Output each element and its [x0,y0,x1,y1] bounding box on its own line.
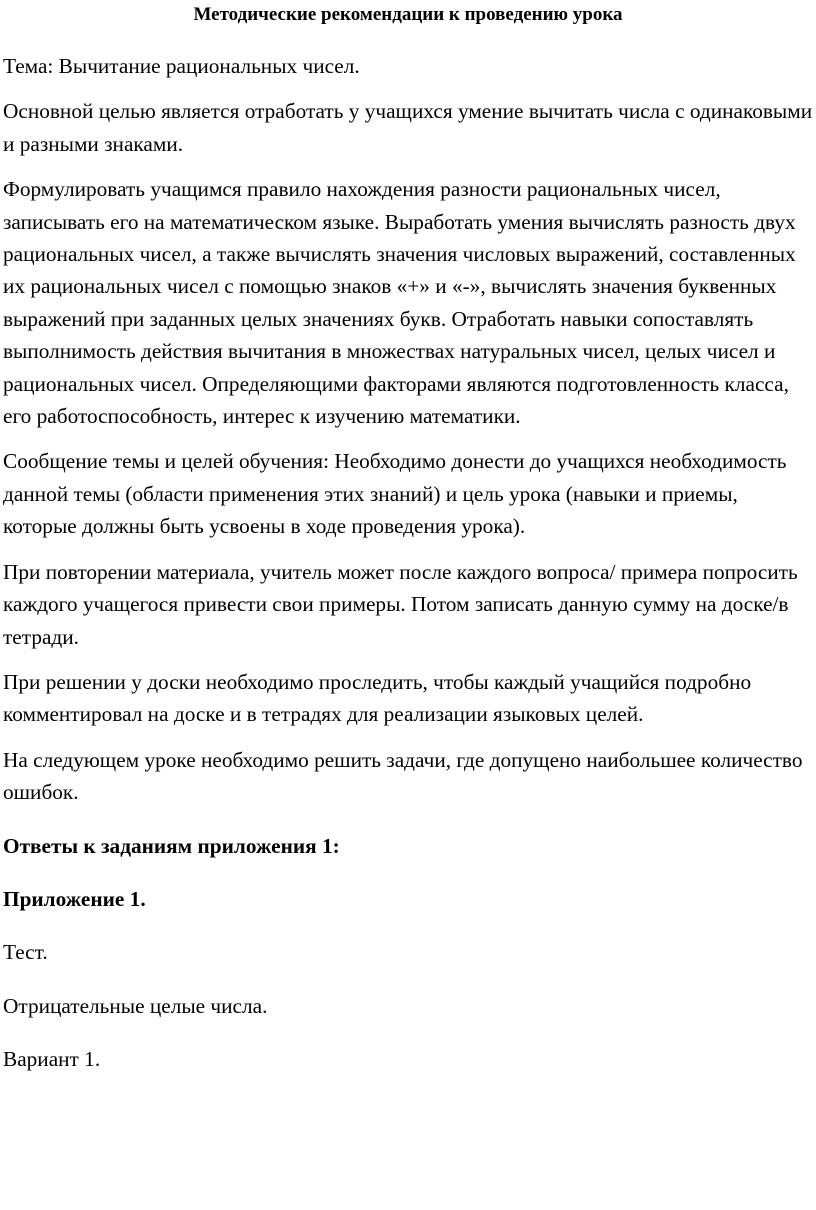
paragraph-board: При решении у доски необходимо проследить, чтобы каждый учащийся подробно комментировал на доске и в тетрадях для реализации языковых целей. [3,669,752,727]
document-title: Методические рекомендации к проведению урока [193,4,623,25]
paragraph-repetition: При повторении материала, учитель может после каждого вопроса/ примера попросить каждого учащегося привести свои примеры. Потом записать данную сумму на доске/в тетради. [3,559,798,649]
paragraph-goal: Основной целью является отработать у учащихся умение вычитать числа с одинаковыми и разными знаками. [3,99,813,156]
paragraph-topic: Тема: Вычитание рациональных чисел. [3,54,360,78]
paragraph-next-lesson: На следующем уроке необходимо решить задачи, где допущено наибольшее количество ошибок. [3,747,803,805]
section-label: Отрицательные целые числа. [3,993,268,1018]
paragraph-message: Сообщение темы и целей обучения: Необходимо донести до учащихся необходимость данной темы (области применения этих знаний) и цель урока (навыки и приемы, которые должны быть усвоены в ходе проведения урока). [3,449,787,539]
test-label: Тест. [3,940,48,965]
document-page [3,0,813,1076]
answers-heading: Ответы к заданиям приложения 1: [3,833,340,858]
variant-label: Вариант 1. [3,1047,101,1072]
paragraph-formulate: Формулировать учащимся правило нахождения разности рациональных чисел, записывать его на математическом языке. Выработать умения вычислять разность двух рациональных чисел, а также вычислять значения числовых выражений, составленных их рациональных чисел с помощью знаков «+» и «-», вычислять значения буквенных выражений при заданных целых значениях букв. Отработать навыки сопоставлять выполнимость действия вычитания в множествах натуральных чисел, целых чисел и рациональных чисел. Определяющими факторами являются подготовленность класса, его работоспособность, интерес к изучению математики. [3,177,796,429]
appendix-heading: Приложение 1. [3,886,146,911]
